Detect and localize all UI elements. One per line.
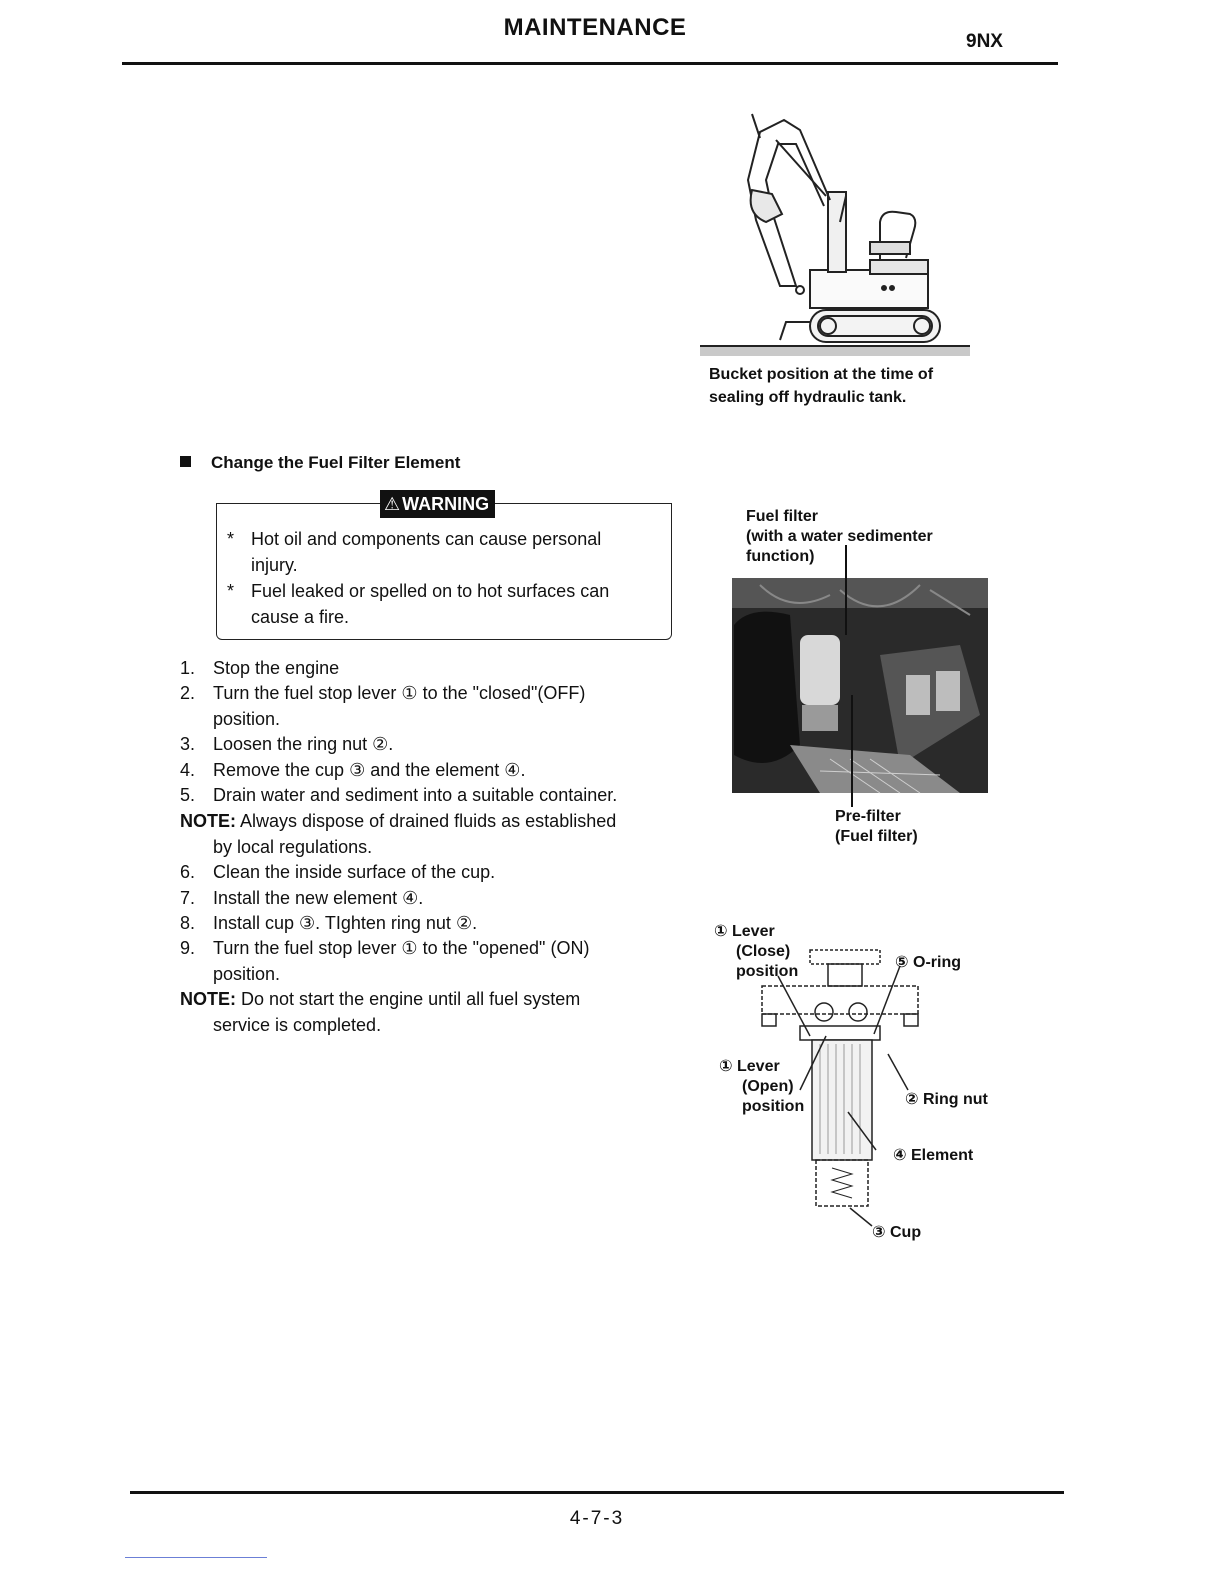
label-line: (Open) (742, 1078, 794, 1095)
step-item (180, 886, 660, 912)
note-text: Do not start the engine until all fuel system (241, 989, 581, 1009)
step-number: 7. (180, 888, 196, 908)
warning-text: Hot oil and components can cause personal (251, 529, 602, 549)
pre-filter-label (835, 807, 918, 847)
step-item (180, 911, 660, 937)
step-number: 9. (180, 938, 196, 958)
warning-box (216, 503, 672, 640)
step-text: Install the new element ④. (213, 888, 424, 908)
warning-item (227, 526, 657, 578)
step-text: Loosen the ring nut ②. (213, 734, 394, 754)
step-text: Turn the fuel stop lever ① to the "opened" (ON) (213, 938, 590, 958)
figure-caption (709, 363, 933, 409)
footer-link-underline (125, 1557, 267, 1558)
label-line: position (742, 1098, 805, 1115)
excavator-illustration (700, 110, 972, 360)
step-number: 8. (180, 913, 196, 933)
step-text: Drain water and sediment into a suitable container. (213, 785, 618, 805)
header-rule (122, 62, 1058, 65)
footer-rule (130, 1491, 1064, 1494)
step-number: 5. (180, 785, 196, 805)
ring-nut-label: ② Ring nut (905, 1091, 988, 1108)
lever-open-label (719, 1057, 804, 1117)
page-number: 4-7-3 (569, 1508, 625, 1529)
lever-close-label (714, 922, 798, 982)
cup-label: ③ Cup (872, 1224, 922, 1241)
warning-triangle-icon: ⚠ (384, 494, 401, 514)
warning-text: Fuel leaked or spelled on to hot surfaces can (251, 581, 610, 601)
section-title-text: Change the Fuel Filter Element (211, 453, 461, 472)
note-item (180, 987, 660, 1038)
warning-text: cause a fire. (251, 607, 350, 627)
step-text: Turn the fuel stop lever ① to the "closed"(OFF) (213, 683, 586, 703)
asterisk-marker: * (227, 529, 235, 549)
step-item (180, 936, 660, 987)
step-item (180, 681, 660, 732)
note-text: Always dispose of drained fluids as established (240, 811, 617, 831)
step-number: 6. (180, 862, 196, 882)
note-text-continued: service is completed. (213, 1014, 382, 1035)
step-text: Install cup ③. TIghten ring nut ②. (213, 913, 478, 933)
step-item (180, 656, 660, 682)
label-line: (with a water sedimenter (746, 528, 933, 545)
caption-line: Bucket position at the time of (709, 366, 934, 383)
step-number: 2. (180, 683, 196, 703)
step-text: Clean the inside surface of the cup. (213, 862, 496, 882)
section-title (180, 453, 460, 473)
label-line: Fuel filter (746, 508, 819, 525)
warning-label-text: WARNING (402, 494, 490, 514)
step-item (180, 758, 660, 784)
label-line: position (736, 963, 799, 980)
label-line: (Close) (736, 943, 791, 960)
page-header-title: MAINTENANCE (503, 14, 687, 41)
asterisk-marker: * (227, 581, 235, 601)
note-text-continued: by local regulations. (213, 836, 373, 857)
step-text-continued: position. (213, 963, 281, 984)
warning-text: injury. (251, 555, 298, 575)
label-line: function) (746, 548, 815, 565)
caption-line: sealing off hydraulic tank. (709, 389, 907, 406)
label-line: (Fuel filter) (835, 828, 918, 845)
step-text: Remove the cup ③ and the element ④. (213, 760, 526, 780)
note-label: NOTE: (180, 989, 236, 1009)
warning-item (227, 578, 657, 630)
engine-photo (730, 545, 992, 809)
step-item (180, 860, 660, 886)
element-label: ④ Element (893, 1147, 974, 1164)
note-item (180, 809, 660, 860)
step-text-continued: position. (213, 708, 281, 729)
warning-label (380, 490, 495, 518)
label-line: Pre-filter (835, 808, 901, 825)
step-item (180, 732, 660, 758)
step-number: 3. (180, 734, 196, 754)
oring-label: ⑤ O-ring (895, 954, 961, 971)
label-line: ① Lever (714, 923, 775, 940)
step-item (180, 783, 660, 809)
note-label: NOTE: (180, 811, 236, 831)
step-text: Stop the engine (213, 658, 340, 678)
step-number: 4. (180, 760, 196, 780)
step-number: 1. (180, 658, 196, 678)
bullet-square-icon (180, 456, 191, 467)
model-code: 9NX (966, 31, 1003, 52)
label-line: ① Lever (719, 1058, 780, 1075)
